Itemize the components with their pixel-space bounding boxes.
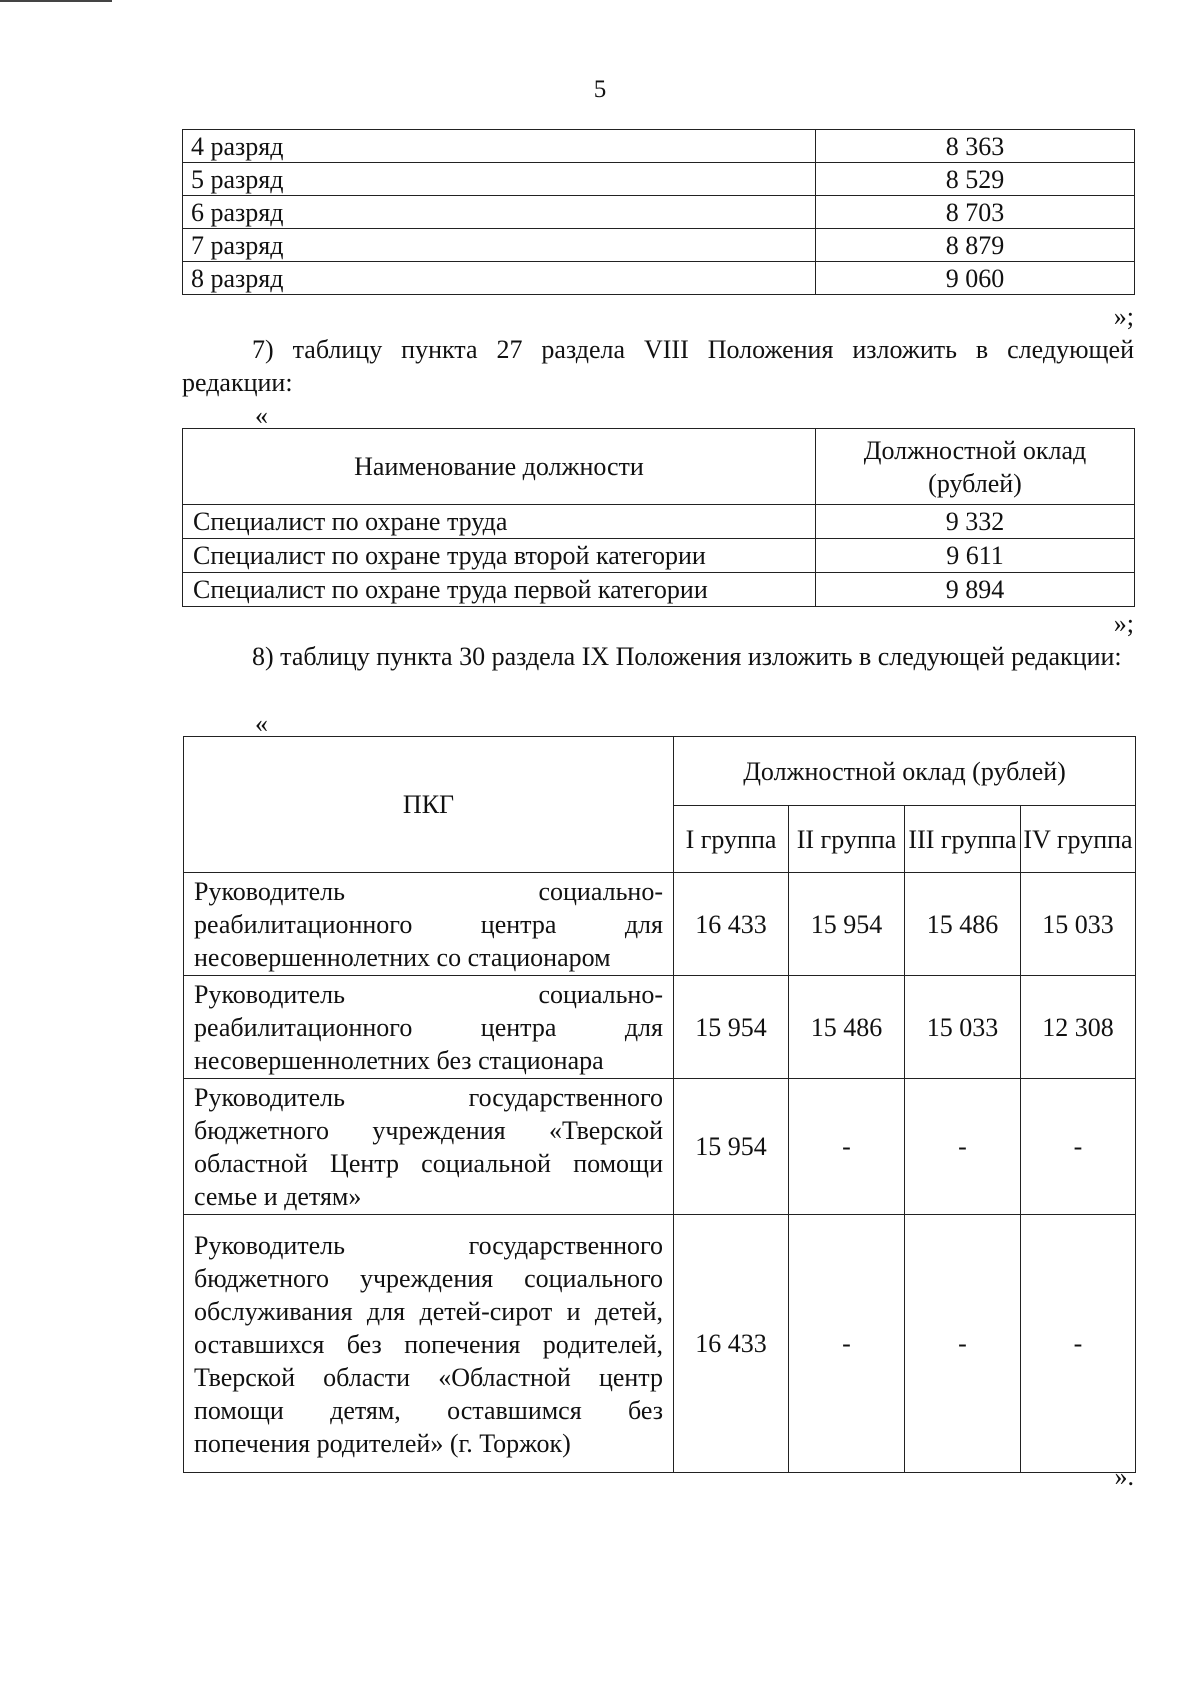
salary-group-2: - [789, 1079, 905, 1215]
position-name: Специалист по охране труда [183, 505, 816, 539]
grade-value: 8 363 [816, 130, 1135, 163]
salary-group-1: 16 433 [674, 873, 789, 976]
grade-value: 8 703 [816, 196, 1135, 229]
page-number: 5 [593, 76, 607, 103]
closing-quote: »; [1113, 609, 1134, 638]
salary-group-1: 15 954 [674, 1079, 789, 1215]
opening-quote: « [255, 709, 268, 738]
header-group-3: III группа [905, 806, 1021, 873]
closing-quote: ». [1114, 1462, 1134, 1491]
paragraph-text: 8) таблицу пункта 30 раздела IX Положения изложить в следующей редакции: [252, 642, 1122, 671]
salary-group-2: - [789, 1215, 905, 1473]
grade-name: 4 разряд [183, 130, 816, 163]
header-group-4: IV группа [1021, 806, 1136, 873]
salary-group-2: 15 486 [789, 976, 905, 1079]
position-name: Специалист по охране труда второй категории [183, 539, 816, 573]
grade-name: 6 разряд [183, 196, 816, 229]
grade-value: 9 060 [816, 262, 1135, 295]
position-salary-table [182, 428, 1135, 607]
grade-value: 8 879 [816, 229, 1135, 262]
salary-group-4: - [1021, 1215, 1136, 1473]
salary-group-1: 15 954 [674, 976, 789, 1079]
header-group-1: I группа [674, 806, 789, 873]
salary-group-2: 15 954 [789, 873, 905, 976]
salary-group-3: 15 486 [905, 873, 1021, 976]
paragraph-item-7 [182, 333, 1134, 399]
salary-value: 9 332 [816, 505, 1135, 539]
salary-group-3: 15 033 [905, 976, 1021, 1079]
header-group-2: II группа [789, 806, 905, 873]
grades-table [182, 129, 1135, 295]
closing-quote: »; [1113, 302, 1134, 331]
grade-name: 8 разряд [183, 262, 816, 295]
table-row [184, 1079, 1136, 1215]
paragraph-text: 7) таблицу пункта 27 раздела VIII Положения изложить в следующей редакции: [182, 335, 1134, 397]
pkg-position-name: Руководитель социально-реабилитационного центра для несовершеннолетних со стационаром [184, 873, 674, 976]
table-row [183, 130, 1135, 163]
pkg-salary-table [183, 736, 1136, 1473]
opening-quote: « [255, 401, 268, 430]
salary-group-3: - [905, 1079, 1021, 1215]
table-row [184, 976, 1136, 1079]
grade-value: 8 529 [816, 163, 1135, 196]
position-name: Специалист по охране труда первой категории [183, 573, 816, 607]
header-position-name: Наименование должности [183, 429, 816, 505]
table-row [183, 573, 1135, 607]
salary-group-4: - [1021, 1079, 1136, 1215]
header-pkg: ПКГ [184, 737, 674, 873]
header-salary: Должностной оклад (рублей) [816, 429, 1135, 505]
grade-name: 7 разряд [183, 229, 816, 262]
salary-group-1: 16 433 [674, 1215, 789, 1473]
paragraph-item-8 [182, 640, 1134, 673]
pkg-position-name: Руководитель социально-реабилитационного центра для несовершеннолетних без стационара [184, 976, 674, 1079]
salary-group-4: 12 308 [1021, 976, 1136, 1079]
table-row [183, 262, 1135, 295]
table-row [183, 505, 1135, 539]
salary-group-4: 15 033 [1021, 873, 1136, 976]
table-row [183, 229, 1135, 262]
table-row [183, 196, 1135, 229]
salary-value: 9 894 [816, 573, 1135, 607]
grade-name: 5 разряд [183, 163, 816, 196]
header-salary: Должностной оклад (рублей) [674, 737, 1136, 806]
pkg-position-name: Руководитель государственного бюджетного учреждения «Тверской областной Центр социальной помощи семье и детям» [184, 1079, 674, 1215]
table-row [183, 539, 1135, 573]
salary-group-3: - [905, 1215, 1021, 1473]
table-row [183, 163, 1135, 196]
table-row [184, 1215, 1136, 1473]
table-row [184, 873, 1136, 976]
pkg-position-name: Руководитель государственного бюджетного учреждения социального обслуживания для детей-сирот и детей, оставшихся без попечения родителей, Тверской области «Областной центр помощи детям, оставшимся без попечения родителей» (г. Торжок) [184, 1215, 674, 1473]
scan-artifact-line [0, 0, 112, 2]
salary-value: 9 611 [816, 539, 1135, 573]
